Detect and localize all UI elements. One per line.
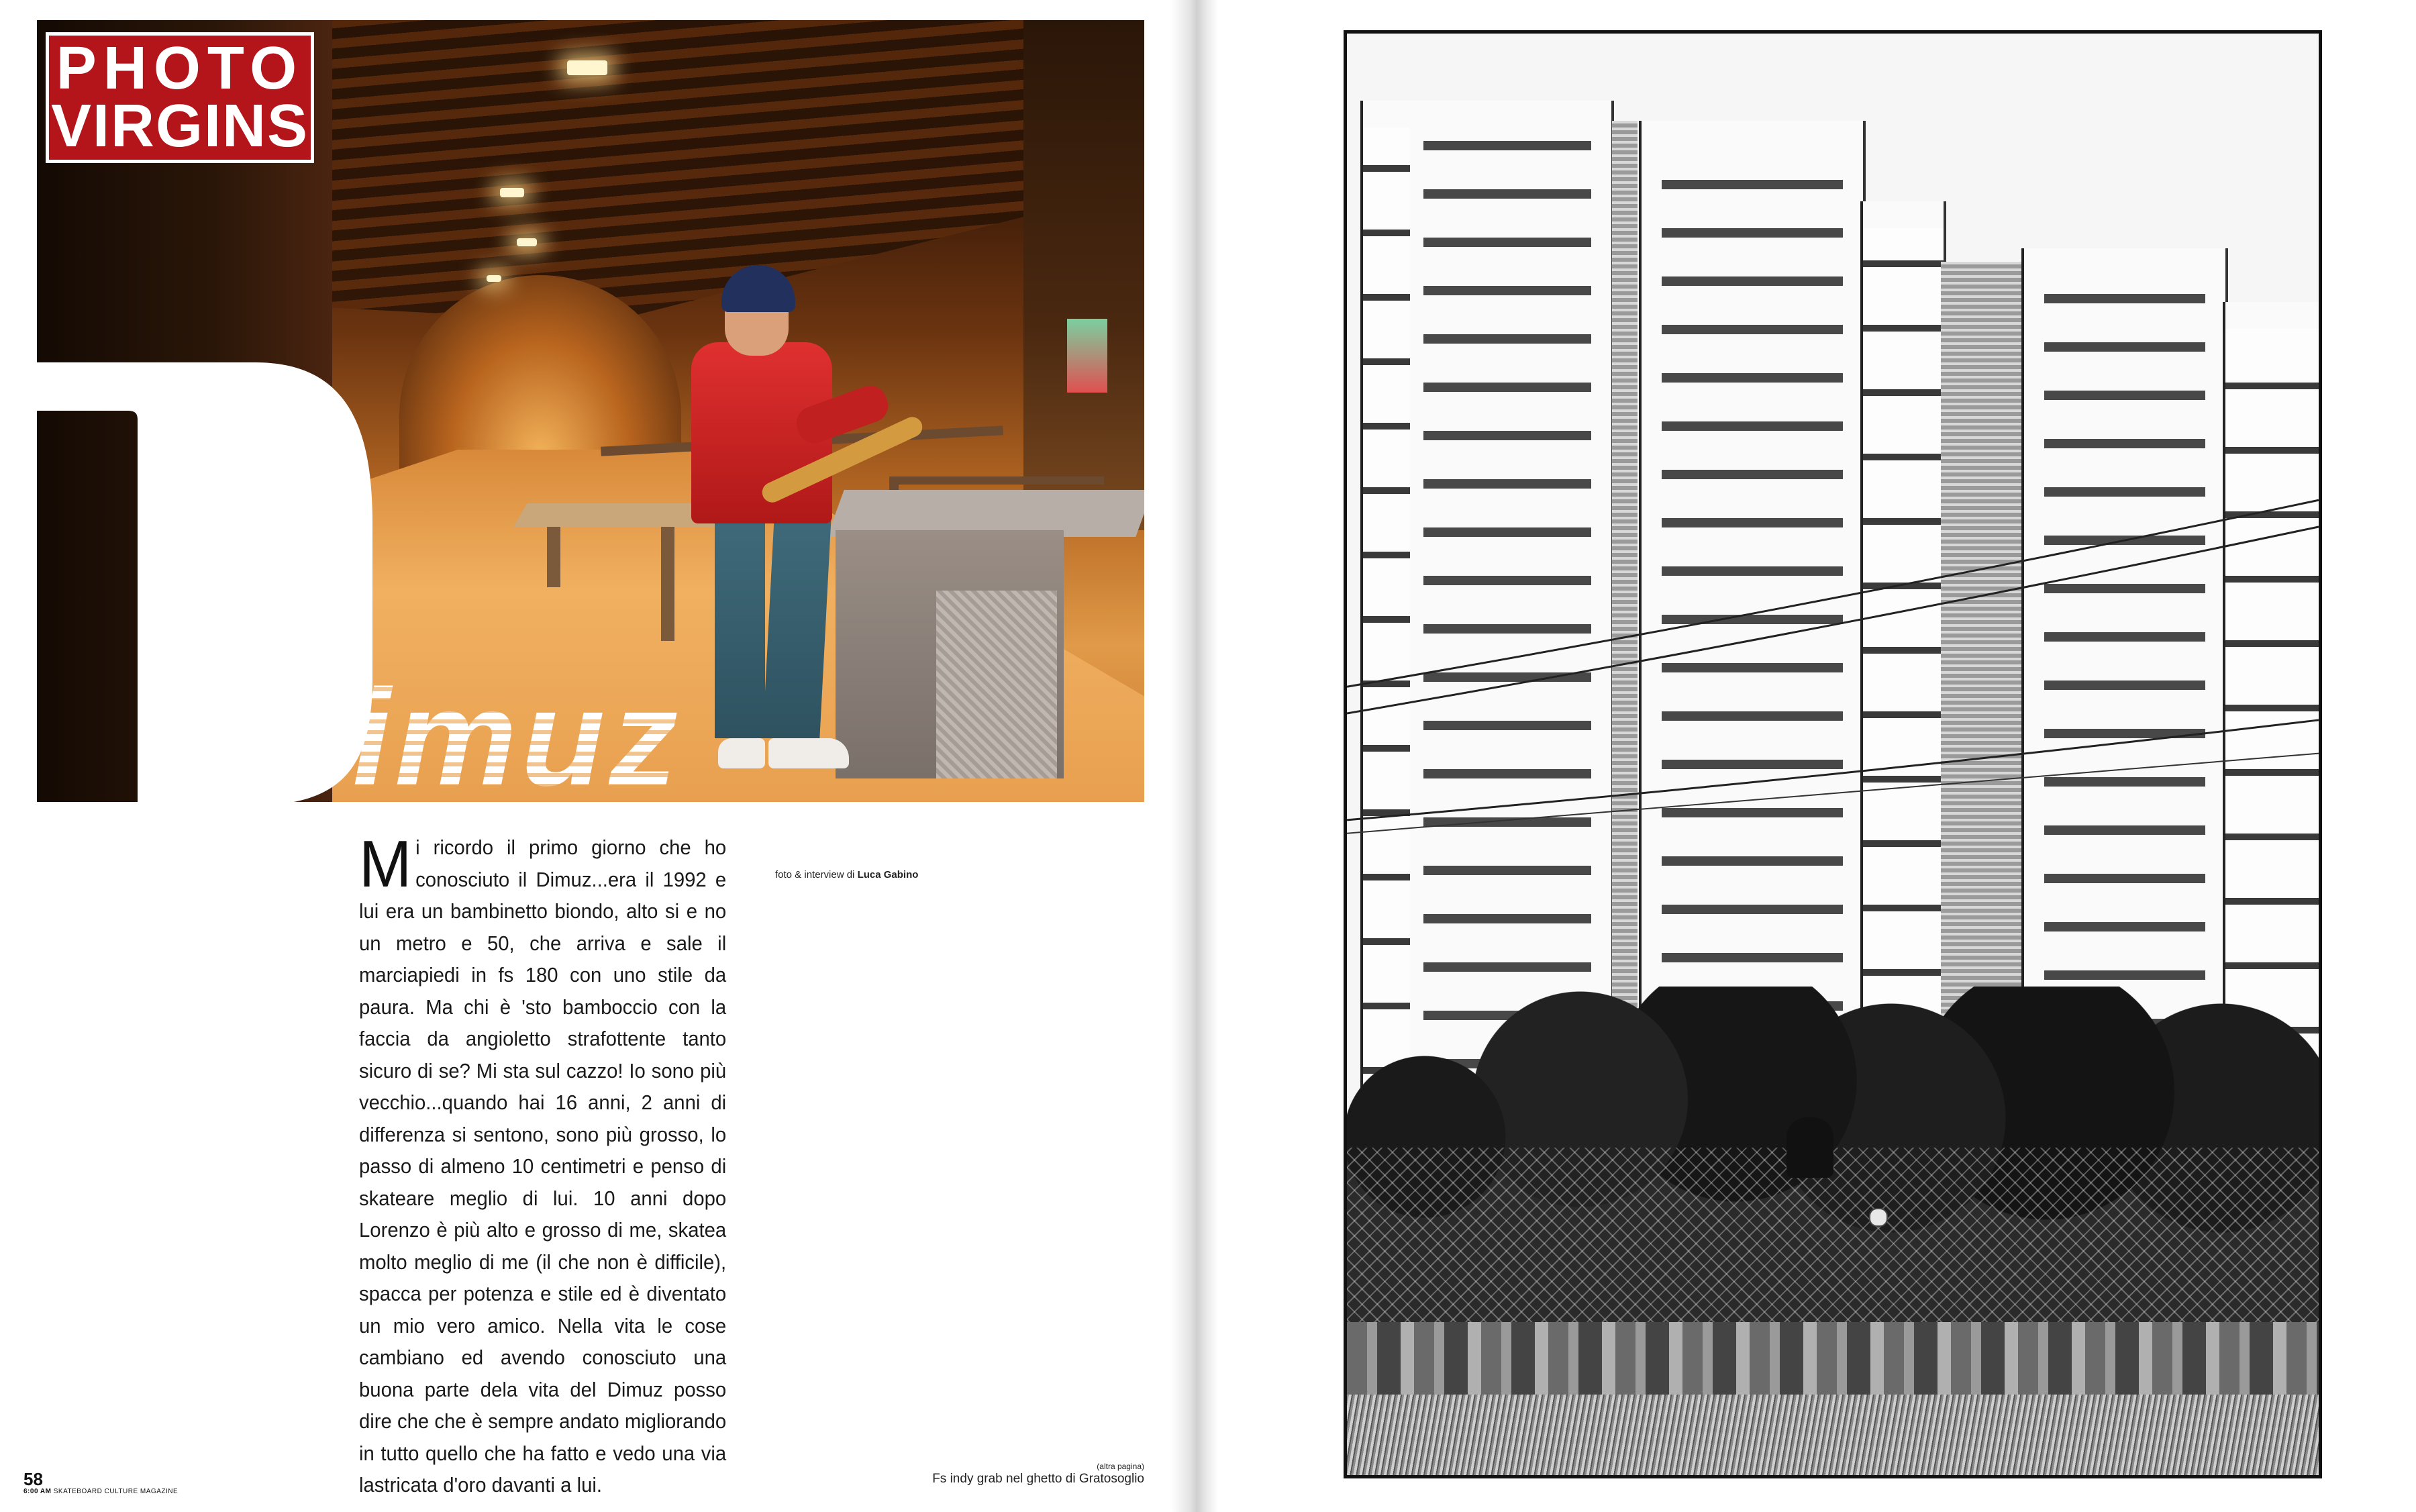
skater-rider: [1786, 1117, 1833, 1178]
headline-rest: imuz: [352, 661, 682, 815]
photo-caption: [879, 1462, 1144, 1487]
page-gutter: [1171, 0, 1218, 1512]
magazine-name: [23, 1487, 178, 1497]
page-number: 58: [23, 1469, 43, 1489]
page-folio: [23, 1471, 178, 1497]
article-body: [359, 827, 727, 1502]
badge-line-2: VIRGINS: [50, 93, 309, 160]
photo-credit: [775, 869, 918, 880]
section-badge: [46, 32, 314, 163]
article-text: i ricordo il primo giorno che ho conosciuto il Dimuz...era il 1992 e lui era un bambinetto biondo, alto si e no un metro e 50, che arriva e sale il marciapiedi in fs 180 con uno stile da paura. Ma chi è 'sto bamboccio con la faccia da angioletto strafottente tanto sicuro di se? Mi sta sul cazzo! Io sono più vecchio...quando hai 16 anni, 2 anni di differenza si sentono, sono più grosso, lo passo di almeno 10 centimetri e penso di skateare meglio di lui. 10 anni dopo Lorenzo è più alto e grosso di me, skatea molto meglio di me (il che non è difficile), spacca per potenza e stile ed è diventato un mio vero amico. Nella vita le cose cambiano ed avendo conosciuto una buona parte dela vita del Dimuz posso dire che che è sempre andato migliorando in tutto quello che ha fatto e vedo una via lastricata d'oro davanti a lui.: [359, 836, 727, 1497]
caption-note: (altra pagina): [1097, 1462, 1144, 1471]
lamp-ball: [1869, 1208, 1888, 1227]
chain-fence: [1347, 1148, 2319, 1349]
drop-cap: M: [359, 827, 412, 901]
credit-prefix: foto & interview di: [775, 869, 855, 880]
caption-text: Fs indy grab nel ghetto di Gratosoglio: [932, 1472, 1144, 1486]
magazine-time: 6:00 AM: [23, 1488, 52, 1495]
grass: [1347, 1395, 2319, 1475]
ghetto-skate-photo: [1344, 30, 2322, 1478]
credit-name: Luca Gabino: [857, 869, 919, 880]
badge-line-1: PHOTO: [56, 35, 304, 102]
magazine-title: SKATEBOARD CULTURE MAGAZINE: [53, 1488, 179, 1495]
